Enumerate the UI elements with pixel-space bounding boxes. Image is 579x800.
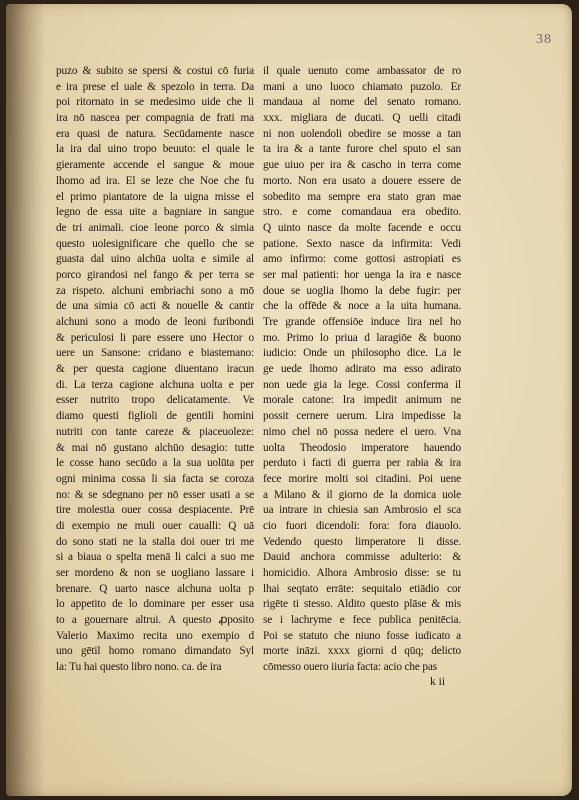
text-line: cōmesso ouero iiuria facta: acio che pas	[263, 661, 438, 674]
text-line: questo uolesignificare che quello che se	[56, 237, 254, 250]
text-line: ser mordeno & non se uogliano lassare i	[56, 567, 254, 579]
text-line: Dauid anchora commisse adulterio: &	[263, 551, 461, 564]
text-line: guasta dal uino alchūa uolta e simile al	[56, 253, 254, 266]
text-line: morte ināzi. xxxx giorni d qūq; delicto	[263, 645, 461, 658]
text-line: poi ritornato in se medesimo uide che li	[56, 96, 254, 109]
text-line: possit cernere uerum. Lira impedisse la	[263, 410, 461, 423]
text-line: la ira dal uino tropo beuuto: el quale le	[56, 143, 254, 156]
text-line: nutriti con tante careze & piaceuoleze:	[56, 425, 254, 438]
text-line: sobedito ma sempre era stato gran mae	[263, 190, 461, 203]
text-line: tire molestia ouer cossa despiacente. Prē	[56, 504, 254, 517]
text-line: non uede gia la lege. Cossi conferma il	[263, 378, 461, 391]
text-line: perduto i facti di guerra per rabia & ira	[263, 457, 461, 470]
text-line: Vedendo questo limperatore li disse.	[263, 535, 461, 548]
text-line: le cosse hano secūdo a la sua uolūta per	[56, 457, 254, 470]
text-line: uere un Sansone: cridano e biastemano:	[56, 347, 254, 360]
text-column-right	[263, 64, 461, 676]
text-line: lhomo ad ira. El se leze che Noe che fu	[56, 174, 254, 187]
text-line: porco girandosi nel fango & per terra se	[56, 268, 254, 281]
text-line: ni non uolendoli obedire se mosse a tan	[263, 127, 461, 140]
text-line: la: Tu hai questo libro nono. ca. de ira	[56, 661, 222, 674]
text-line: esser nutrito tropo delicatamente. Ve	[56, 394, 254, 407]
text-line: iudicio: Onde un philosopho dice. La le	[263, 347, 461, 360]
text-line: to a gouernare altrui. A questo ꝓposito	[56, 614, 254, 627]
text-line: amo infirmo: come gottosi astropiati es	[263, 253, 461, 266]
manuscript-page	[6, 4, 572, 796]
text-line: di. La terza cagione alchuna uolta e per	[56, 378, 254, 391]
text-line: lo appetito de lo dominare per esser usa	[56, 598, 254, 611]
text-line: ta ira & a tante furore chel sputo el san	[263, 143, 461, 156]
text-line: lhai seqtato errāte: sequitalo etiādio cor	[263, 582, 461, 595]
text-line: do sono stati ne la stalla doi ouer tri me	[56, 535, 254, 548]
text-line: il quale uenuto come ambassator de ro	[263, 65, 461, 77]
text-line: gieramente accende el sangue & moue	[56, 159, 254, 172]
text-line: ira nō nasceа per compagnia de frati ma	[56, 112, 254, 125]
text-line: mani a uno luoco chiamato puzolo. Er	[263, 80, 461, 93]
text-line: el primo piantatore de la uigna misse el	[56, 190, 254, 203]
text-line: fece morire molti soi citadini. Poi uene	[263, 472, 461, 485]
text-line: si a biaua o spelta menā li calci a suo me	[56, 551, 254, 564]
text-line: Q uinto nasce da molte facende e occu	[263, 221, 461, 234]
text-line: doue se uoglia lhomo la debe fugir: per	[263, 284, 461, 297]
text-line: se i lachryme e fece publica penitēcia.	[263, 614, 461, 627]
text-line: de una simia cō acti & nouelle & cantir	[56, 300, 254, 313]
text-line: brenare. Q uarto nasce alchuna uolta p	[56, 582, 254, 595]
text-line: za rispeto. alchuni embriachi sono a mō	[56, 284, 254, 297]
text-line: Poi se statuto che niuno fosse iudicato a	[263, 629, 461, 642]
text-line: morale catone: Ira impedit animum ne	[263, 394, 461, 407]
text-line: diamo questi figlioli de gentili homini	[56, 410, 254, 423]
text-line: de tri animali. cioe leone porco & simia	[56, 221, 254, 234]
text-line: mo. Primo lo priua d laragiōe & buono	[263, 331, 461, 344]
text-line: Valerio Maximo recita uno exempio d	[56, 629, 254, 642]
text-line: ua intrare in chiesia san Ambrosio el sca	[263, 504, 461, 517]
text-line: homicidio. Alhora Ambrosio disse: se tu	[263, 567, 461, 579]
text-line: ogni minima cossa li sia facta se coroza	[56, 472, 254, 485]
text-line: & periculosi li pare essere uno Hector o	[56, 331, 254, 344]
text-line: ge uede lhomo adirato ma esso adirato	[263, 363, 461, 376]
text-line: mandaua al nome del senato romano.	[263, 96, 461, 109]
binding-shadow	[6, 4, 46, 796]
text-line: di exempio ne muli ouer caualli: Q uā	[56, 519, 254, 532]
text-line: cio fuori dicendoli: fora: fora diauolo.	[263, 519, 461, 532]
text-line: uno gētil homo romano dimandato Syl	[56, 645, 254, 658]
text-line: e ira prese el uale & spezolo in terra. Da	[56, 80, 254, 93]
text-line: a Milano & il giorno de la domica uole	[263, 488, 461, 501]
text-line: era quasi de natura. Secūdamente nasce	[56, 127, 254, 140]
text-line: puzo & subito se spersi & costui cō furia	[56, 65, 254, 77]
text-line: nimo chel nō possa nedere el uero. Vna	[263, 425, 461, 438]
text-line: morto. Non era usato a douere essere de	[263, 174, 461, 187]
text-line: patione. Sexto nasce da infirmita: Vedi	[263, 237, 461, 250]
text-line: gue uiuo per ira & cascho in terra come	[263, 159, 461, 172]
text-line: alchuni sono a modo de leoni furibondi	[56, 316, 254, 328]
text-line: uolta Theodosio imperatore hauendo	[263, 441, 461, 454]
folio-number: 38	[536, 32, 552, 47]
text-line: rigēte ti stesso. Aldito questo plāse & mis	[263, 598, 461, 611]
text-line: ser mal patienti: hor uenga la ira e nasce	[263, 268, 461, 281]
text-line: & per questa cagione diuentano iracun	[56, 363, 254, 376]
text-line: no: & se sdegnano per nō esser usati a se	[56, 488, 254, 501]
text-column-left	[56, 64, 254, 676]
text-line: legno de essa uite a bagniare in sangue	[56, 206, 254, 219]
signature-mark: k ii	[430, 676, 446, 688]
text-line: che la offēde & noce a la uita humana.	[263, 300, 461, 313]
text-line: xxx. migliara de ducati. Q uelli citadi	[263, 112, 461, 125]
text-line: & mai nō gustano alchūo desagio: tutte	[56, 441, 254, 454]
text-line: stro. e come comandaua era obedito.	[263, 206, 461, 219]
text-line: Tre grande offensiōe induce lira nel ho	[263, 316, 461, 328]
